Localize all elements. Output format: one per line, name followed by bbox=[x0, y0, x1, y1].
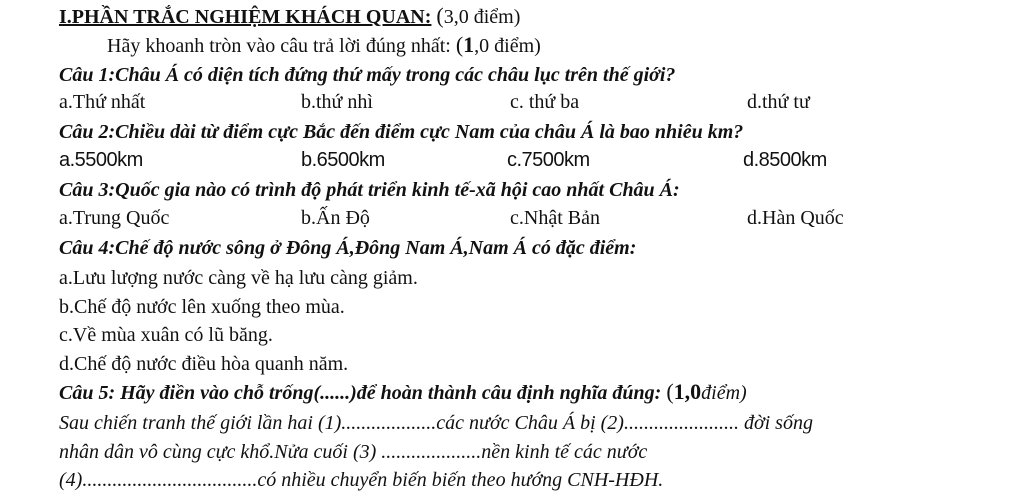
question-1-option-a[interactable]: a.Thứ nhất bbox=[59, 91, 146, 113]
instruction-points-rest: ,0 điểm) bbox=[474, 35, 541, 57]
section-header bbox=[59, 4, 520, 29]
instruction-text: Hãy khoanh tròn vào câu trả lời đúng nhất: bbox=[107, 35, 451, 57]
question-3-option-d[interactable]: d.Hàn Quốc bbox=[747, 207, 844, 229]
question-4-prompt: Câu 4:Chế độ nước sông ở Đông Á,Đông Nam Á,Nam Á có đặc điểm: bbox=[59, 237, 637, 259]
question-5-header bbox=[59, 380, 747, 405]
question-1-option-b[interactable]: b.thứ nhì bbox=[301, 91, 373, 113]
question-1-prompt: Câu 1:Châu Á có diện tích đứng thứ mấy trong các châu lục trên thế giới? bbox=[59, 64, 676, 86]
question-2-option-b[interactable]: b.6500km bbox=[301, 149, 385, 171]
question-3-option-c[interactable]: c.Nhật Bản bbox=[510, 207, 600, 229]
question-4-option-c[interactable]: c.Về mùa xuân có lũ băng. bbox=[59, 324, 273, 346]
section-title: I.PHẦN TRẮC NGHIỆM KHÁCH QUAN: bbox=[59, 6, 432, 28]
question-2-option-a[interactable]: a.5500km bbox=[59, 149, 143, 171]
question-1-option-d[interactable]: d.thứ tư bbox=[747, 91, 810, 113]
question-4-option-a[interactable]: a.Lưu lượng nước càng về hạ lưu càng giảm. bbox=[59, 267, 418, 289]
question-4-option-d[interactable]: d.Chế độ nước điều hòa quanh năm. bbox=[59, 353, 349, 375]
instruction-points-bold: 1 bbox=[463, 32, 475, 57]
question-5-line-3: (4)...................................có nhiều chuyển biến biến theo hướng CNH-HĐH. bbox=[59, 469, 664, 491]
question-3-option-a[interactable]: a.Trung Quốc bbox=[59, 207, 170, 229]
question-5-line-2: nhân dân vô cùng cực khổ.Nửa cuối (3) ....................nền kinh tế các nước bbox=[59, 441, 648, 463]
question-5-prompt: Câu 5: Hãy điền vào chỗ trống(......)để hoàn thành câu định nghĩa đúng: bbox=[59, 382, 662, 404]
question-3-option-b[interactable]: b.Ấn Độ bbox=[301, 207, 370, 229]
question-5-line-1: Sau chiến tranh thế giới lần hai (1)...................các nước Châu Á bị (2)....................... đời sống bbox=[59, 412, 813, 434]
question-5-points-bold: 1,0 bbox=[673, 379, 702, 404]
question-2-prompt: Câu 2:Chiều dài từ điểm cực Bắc đến điểm cực Nam của châu Á là bao nhiêu km? bbox=[59, 121, 744, 143]
question-2-option-d[interactable]: d.8500km bbox=[743, 149, 827, 171]
question-4-option-b[interactable]: b.Chế độ nước lên xuống theo mùa. bbox=[59, 296, 345, 318]
question-5-points-rest: điểm) bbox=[701, 382, 747, 404]
section-points-paren: ( bbox=[436, 3, 444, 28]
question-2-option-c[interactable]: c.7500km bbox=[507, 149, 590, 171]
question-3-prompt: Câu 3:Quốc gia nào có trình độ phát triển kinh tế-xã hội cao nhất Châu Á: bbox=[59, 179, 680, 201]
question-1-option-c[interactable]: c. thứ ba bbox=[510, 91, 580, 113]
instruction-paren: ( bbox=[455, 32, 464, 57]
instruction bbox=[107, 33, 541, 58]
question-5-paren: ( bbox=[666, 379, 674, 404]
section-points: 3,0 điểm) bbox=[443, 6, 521, 28]
